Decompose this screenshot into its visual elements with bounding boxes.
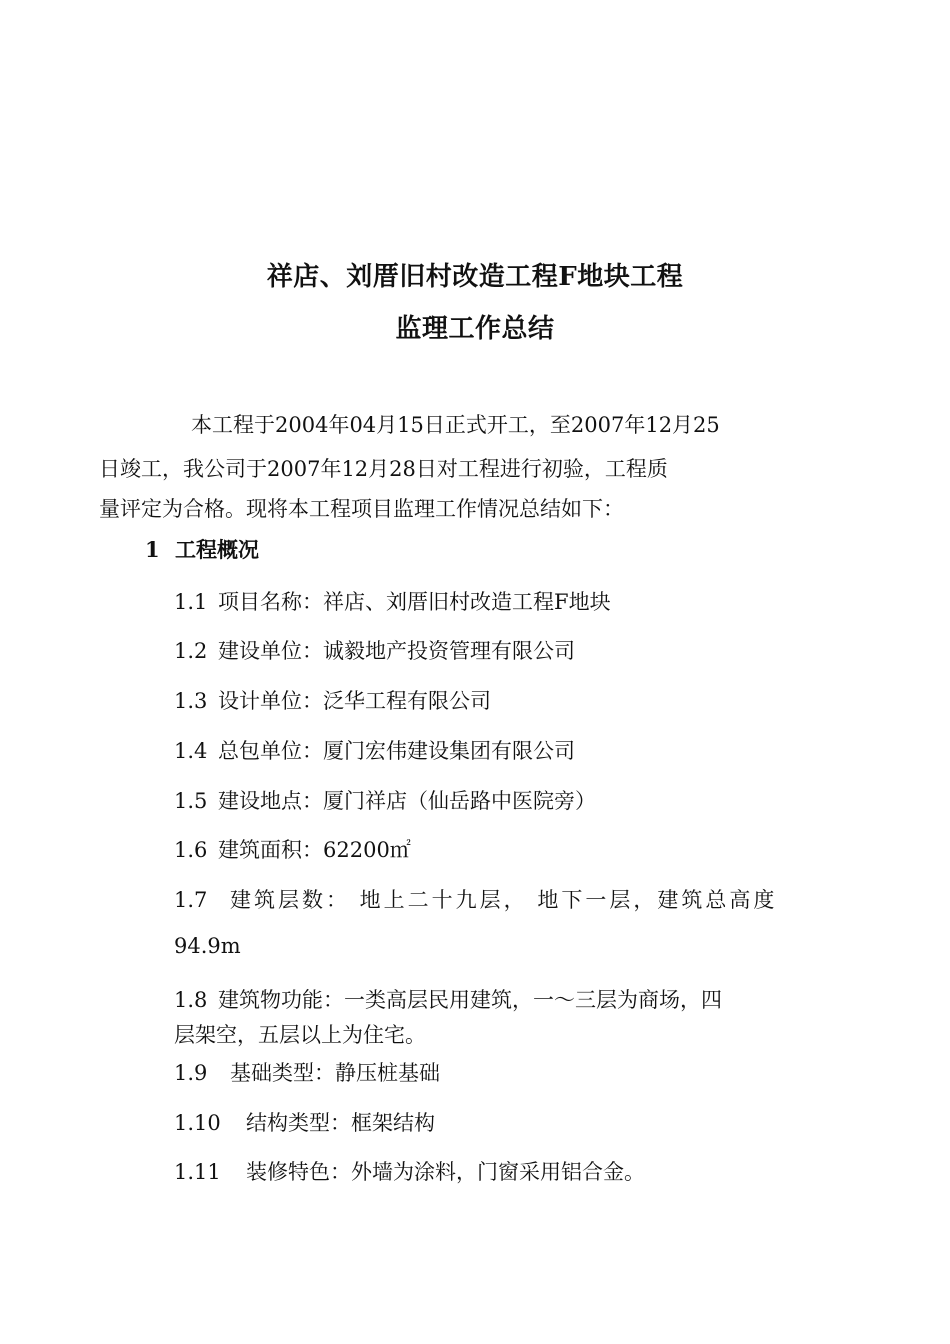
intro-line1: 本工程于2004年04月15日正式开工，至2007年12月25: [191, 413, 720, 437]
document-title-line1: 祥店、刘厝旧村改造工程F地块工程: [266, 262, 684, 292]
list-item: [174, 1156, 645, 1186]
list-item: [174, 834, 411, 864]
list-item: [174, 785, 596, 815]
item-number: 1.4: [174, 739, 208, 763]
item-number: 1.6: [174, 838, 208, 862]
intro-line3: 量评定为合格。现将本工程项目监理工作情况总结如下：: [99, 497, 624, 521]
list-item: [174, 1057, 440, 1087]
item-text: 装修特色：外墙为涂料，门窗采用铝合金。: [246, 1160, 645, 1184]
intro-paragraph: [99, 403, 807, 527]
item-number: 1.3: [174, 689, 208, 713]
item-text: 设计单位：泛华工程有限公司: [218, 689, 491, 713]
list-item: [174, 884, 777, 914]
item-number: 1.1: [174, 590, 208, 614]
item-text: 结构类型：框架结构: [246, 1111, 435, 1135]
item-continuation: 层架空，五层以上为住宅。: [174, 1023, 426, 1047]
item-text: 建筑层数： 地上二十九层， 地下一层，建筑总高度: [230, 888, 778, 912]
item-number: 1.2: [174, 639, 208, 663]
item-number: 1.5: [174, 789, 208, 813]
list-item: [174, 735, 575, 765]
list-item: [174, 635, 575, 665]
intro-line2: 日竣工，我公司于2007年12月28日对工程进行初验，工程质: [99, 457, 668, 481]
list-item: [174, 586, 611, 616]
item-text: 总包单位：厦门宏伟建设集团有限公司: [218, 739, 575, 763]
item-text: 建设单位：诚毅地产投资管理有限公司: [218, 639, 575, 663]
section-number: 1: [145, 537, 160, 562]
item-text: 项目名称：祥店、刘厝旧村改造工程F地块: [218, 590, 611, 614]
item-number: 1.11: [174, 1160, 221, 1184]
item-text: 基础类型：静压桩基础: [230, 1061, 440, 1085]
item-number: 1.10: [174, 1111, 221, 1135]
section-heading: [145, 534, 259, 564]
item-number: 1.8: [174, 988, 208, 1012]
item-number: 1.9: [174, 1061, 208, 1085]
item-text: 建筑面积：62200㎡: [218, 838, 411, 862]
item-text: 建筑物功能：一类高层民用建筑，一～三层为商场，四: [218, 988, 722, 1012]
item-number: 1.7: [174, 888, 208, 912]
list-item: [174, 984, 722, 1014]
list-item: [174, 1107, 435, 1137]
section-title: 工程概况: [175, 537, 259, 562]
list-item: [174, 685, 491, 715]
item-continuation: 94.9m: [174, 934, 241, 958]
document-title-line2: 监理工作总结: [395, 314, 555, 344]
item-text: 建设地点：厦门祥店（仙岳路中医院旁）: [218, 789, 596, 813]
